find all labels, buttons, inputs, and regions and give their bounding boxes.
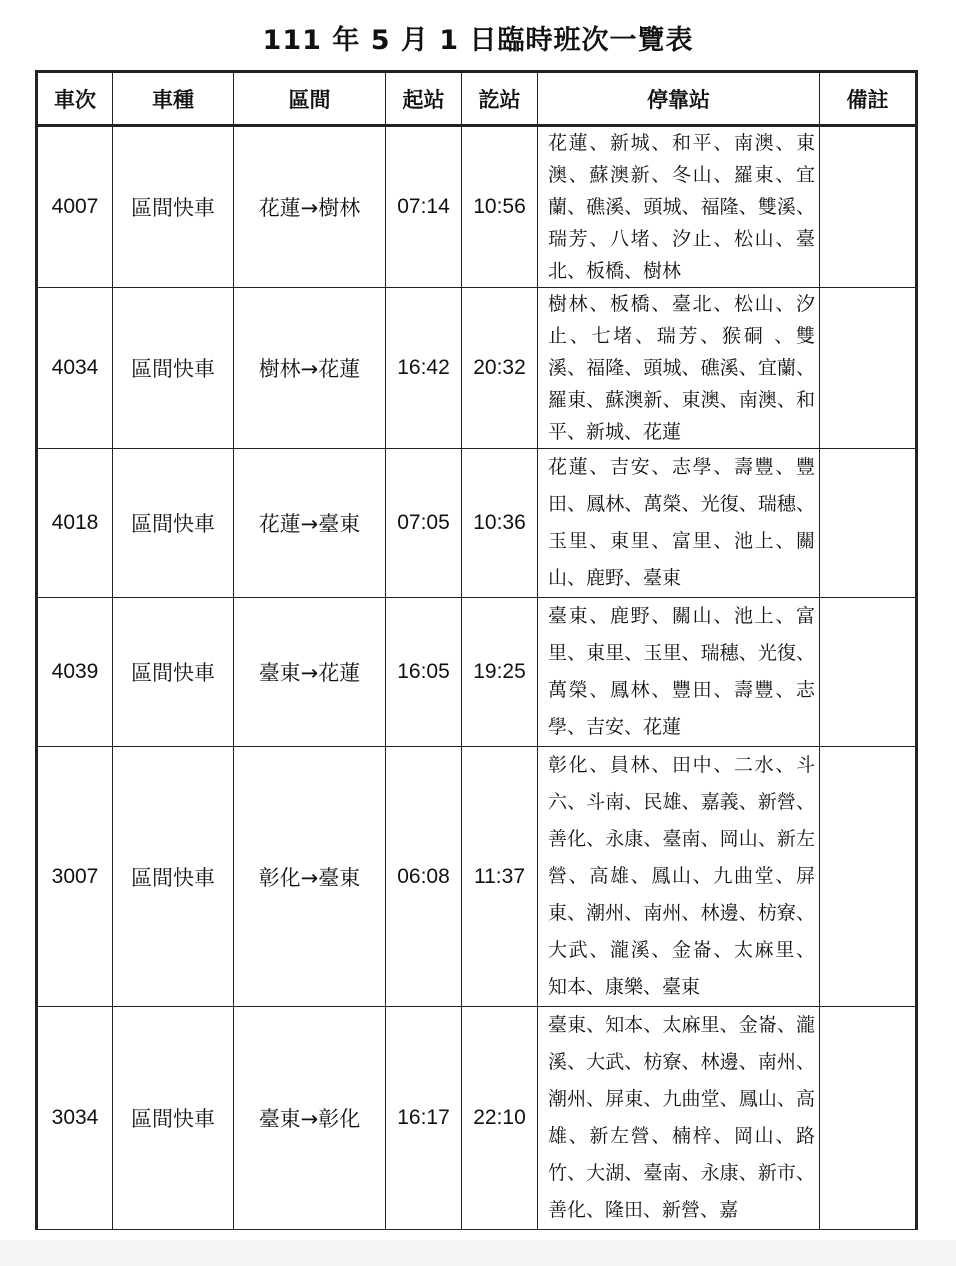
train-type-cell: 區間快車 [113,449,234,598]
arrive-time-cell: 10:56 [462,126,538,288]
section-cell: 臺東→花蓮 [234,598,386,747]
section-cell: 彰化→臺東 [234,747,386,1007]
stops-cell: 花蓮、吉安、志學、壽豐、豐田、鳳林、萬榮、光復、瑞穗、玉里、東里、富里、池上、關山、鹿野、臺東 [538,449,820,598]
arrive-time-cell: 20:32 [462,288,538,449]
table-row [37,449,917,598]
remarks-cell [820,126,917,288]
depart-time-cell: 06:08 [386,747,462,1007]
arrive-time-cell: 10:36 [462,449,538,598]
section-cell: 花蓮→樹林 [234,126,386,288]
stops-cell: 臺東、知本、太麻里、金崙、瀧溪、大武、枋寮、林邊、南州、潮州、屏東、九曲堂、鳳山、高雄、新左營、楠梓、岡山、路竹、大湖、臺南、永康、新市、善化、隆田、新營、嘉 [538,1007,820,1230]
section-cell: 臺東→彰化 [234,1007,386,1230]
train-no-cell: 3034 [37,1007,113,1230]
remarks-cell [820,288,917,449]
depart-time-cell: 16:05 [386,598,462,747]
header-depart: 起站 [386,72,462,126]
train-schedule-table [35,70,918,1230]
train-type-cell: 區間快車 [113,288,234,449]
train-no-cell: 4007 [37,126,113,288]
train-no-cell: 3007 [37,747,113,1007]
stops-cell: 樹林、板橋、臺北、松山、汐止、七堵、瑞芳、猴硐 、雙溪、福隆、頭城、礁溪、宜蘭、羅東、蘇澳新、東澳、南澳、和平、新城、花蓮 [538,288,820,449]
header-section: 區間 [234,72,386,126]
train-no-cell: 4039 [37,598,113,747]
stops-cell: 花蓮、新城、和平、南澳、東澳、蘇澳新、冬山、羅東、宜蘭、礁溪、頭城、福隆、雙溪、瑞芳、八堵、汐止、松山、臺北、板橋、樹林 [538,126,820,288]
table-row [37,126,917,288]
arrive-time-cell: 22:10 [462,1007,538,1230]
train-no-cell: 4018 [37,449,113,598]
header-arrive: 訖站 [462,72,538,126]
remarks-cell [820,449,917,598]
section-cell: 花蓮→臺東 [234,449,386,598]
train-type-cell: 區間快車 [113,126,234,288]
header-remarks: 備註 [820,72,917,126]
remarks-cell [820,598,917,747]
section-cell: 樹林→花蓮 [234,288,386,449]
depart-time-cell: 07:14 [386,126,462,288]
train-type-cell: 區間快車 [113,1007,234,1230]
stops-cell: 彰化、員林、田中、二水、斗六、斗南、民雄、嘉義、新營、善化、永康、臺南、岡山、新左營、高雄、鳳山、九曲堂、屏東、潮州、南州、林邊、枋寮、大武、瀧溪、金崙、太麻里、 知本、康樂、臺東 [538,747,820,1007]
depart-time-cell: 16:17 [386,1007,462,1230]
table-row [37,288,917,449]
train-type-cell: 區間快車 [113,598,234,747]
arrive-time-cell: 19:25 [462,598,538,747]
train-no-cell: 4034 [37,288,113,449]
header-train-no: 車次 [37,72,113,126]
stops-cell: 臺東、鹿野、關山、池上、富里、東里、玉里、瑞穗、光復、萬榮、鳳林、豐田、壽豐、志學、吉安、花蓮 [538,598,820,747]
depart-time-cell: 16:42 [386,288,462,449]
arrive-time-cell: 11:37 [462,747,538,1007]
page-bottom-strip [0,1240,956,1266]
remarks-cell [820,1007,917,1230]
header-row [37,72,917,126]
header-train-type: 車種 [113,72,234,126]
table-row [37,598,917,747]
train-type-cell: 區間快車 [113,747,234,1007]
remarks-cell [820,747,917,1007]
table-row [37,747,917,1007]
page-title: 111 年 5 月 1 日臨時班次一覽表 [262,25,694,56]
depart-time-cell: 07:05 [386,449,462,598]
table-row [37,1007,917,1230]
header-stops: 停靠站 [538,72,820,126]
